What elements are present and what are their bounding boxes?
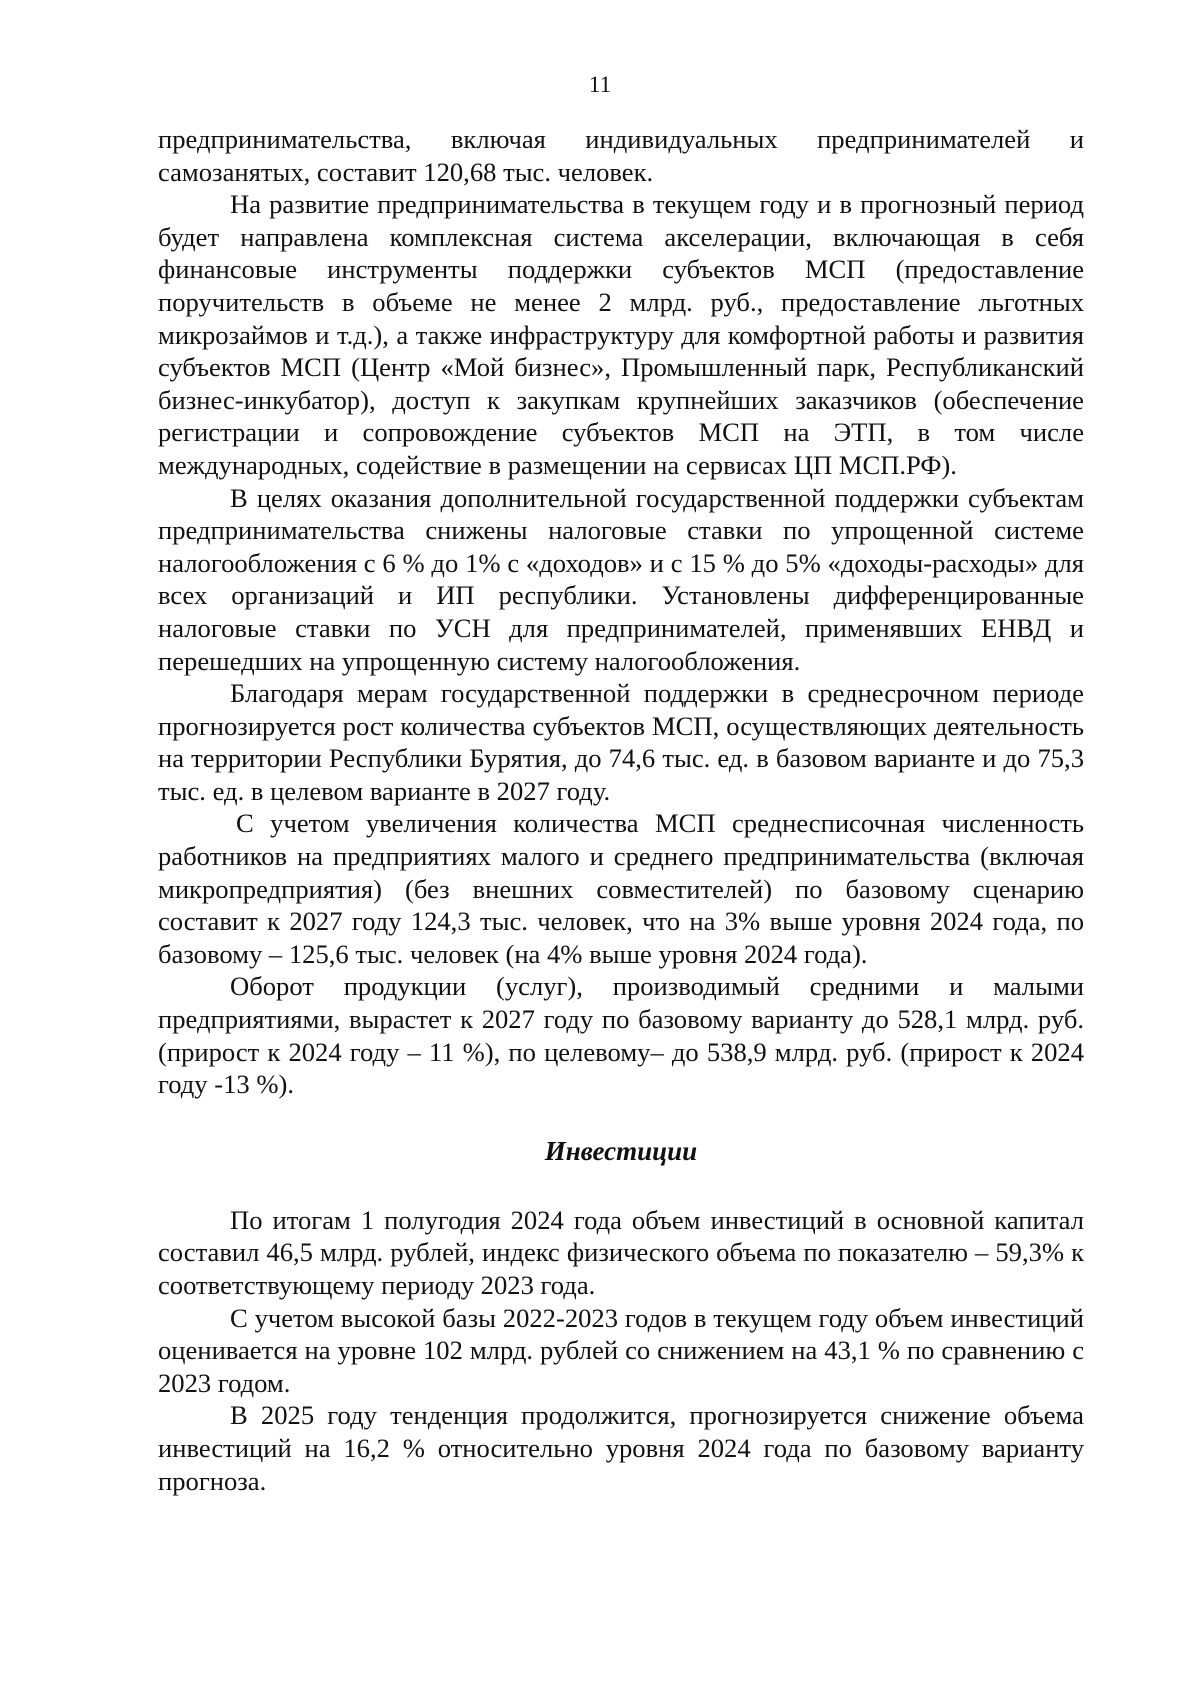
paragraph-employment: С учетом увеличения количества МСП среднесписочная численность работников на предприятиях малого и среднего предпринимательства (включая микропредприятия) (без внешних совместителей) по базовому сценарию составит к 2027 году 124,3 тыс. человек, что на 3% выше уровня 2024 года, по базовому – 125,6 тыс. человек (на 4% выше уровня 2024 года). <box>158 808 1084 969</box>
paragraph-acceleration-system: На развитие предпринимательства в текущем году и в прогнозный период будет направлена комплексная система акселерации, включающая в себя финансовые инструменты поддержки субъектов МСП (предоставление поручительств в объеме не менее 2 млрд. руб., предоставление льготных микрозаймов и т.д.), а также инфраструктуру для комфортной работы и развития субъектов МСП (Центр «Мой бизнес», Промышленный парк, Республиканский бизнес-инкубатор), доступ к закупкам крупнейших заказчиков (обеспечение регистрации и сопровождение субъектов МСП на ЭТП, в том числе международных, содействие в размещении на сервисах ЦП МСП.РФ). <box>158 189 1084 480</box>
paragraph-msp-growth: Благодаря мерам государственной поддержки в среднесрочном периоде прогнозируется рост количества субъектов МСП, осуществляющих деятельность на территории Республики Бурятия, до 74,6 тыс. ед. в базовом варианте и до 75,3 тыс. ед. в целевом варианте в 2027 году. <box>158 678 1084 806</box>
paragraph-investments-forecast: В 2025 году тенденция продолжится, прогнозируется снижение объема инвестиций на 16,2 % относительно уровня 2024 года по базовому варианту прогноза. <box>158 1400 1084 1496</box>
page-number: 11 <box>588 72 612 97</box>
paragraph-investments-h1: По итогам 1 полугодия 2024 года объем инвестиций в основной капитал составил 46,5 млрд. рублей, индекс физического объема по показателю – 59,3% к соответствующему периоду 2023 года. <box>158 1204 1084 1300</box>
document-body <box>158 123 1084 1497</box>
paragraph-continuation: предпринимательства, включая индивидуальных предпринимателей и самозанятых, составит 120,68 тыс. человек. <box>158 124 1084 187</box>
paragraph-tax-rates: В целях оказания дополнительной государственной поддержки субъектам предпринимательства снижены налоговые ставки по упрощенной системе налогообложения с 6 % до 1% с «доходов» и с 15 % до 5% «доходы-расходы» для всех организаций и ИП республики. Установлены дифференцированные налоговые ставки по УСН для предпринимателей, применявших ЕНВД и перешедших на упрощенную систему налогообложения. <box>158 482 1084 676</box>
section-heading-investments: Инвестиции <box>544 1135 698 1166</box>
paragraph-turnover: Оборот продукции (услуг), производимый средними и малыми предприятиями, вырастет к 2027 году по базовому варианту до 528,1 млрд. руб. (прирост к 2024 году – 11 %), по целевому– до 538,9 млрд. руб. (прирост к 2024 году -13 %). <box>158 971 1084 1100</box>
paragraph-investments-estimate: С учетом высокой базы 2022-2023 годов в текущем году объем инвестиций оценивается на уровне 102 млрд. рублей со снижением на 43,1 % по сравнению с 2023 годом. <box>158 1302 1084 1398</box>
